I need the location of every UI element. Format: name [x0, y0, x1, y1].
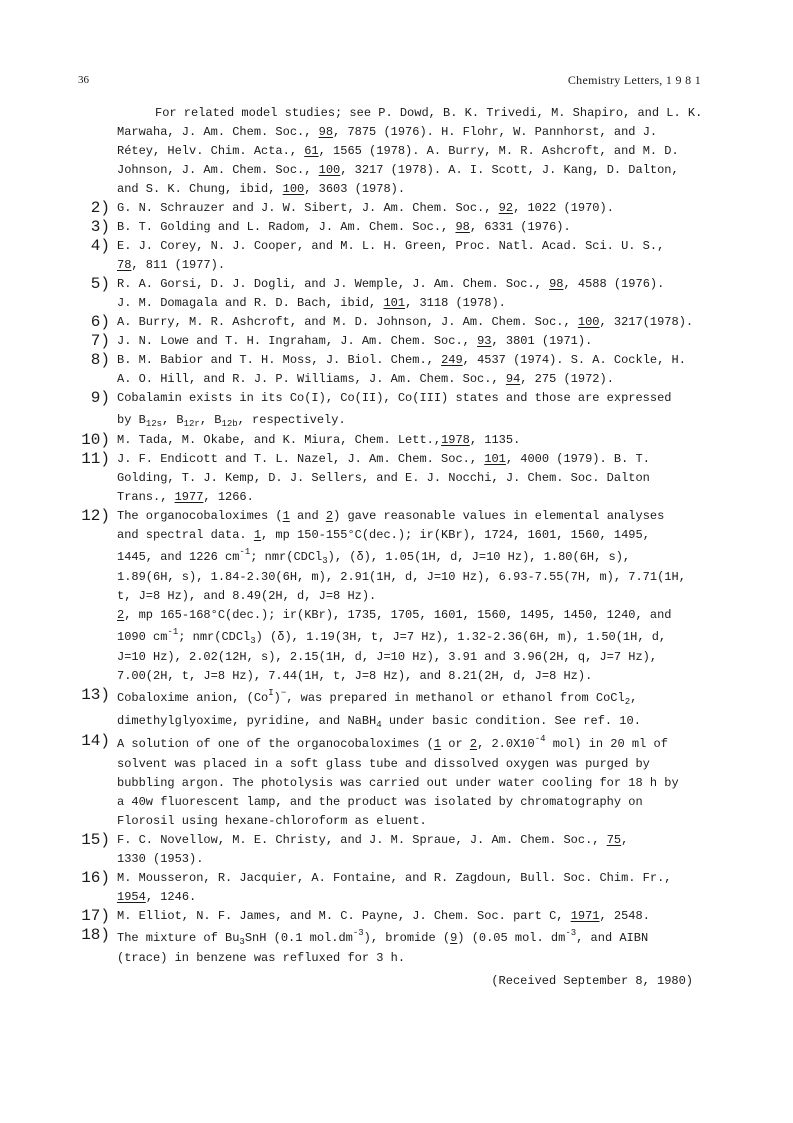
text-run: B. M. Babior and T. H. Moss, J. Biol. Chem., [117, 353, 442, 367]
reference-item [80, 199, 720, 218]
reference-line [117, 469, 720, 488]
reference-body [117, 431, 720, 450]
received-date: (Received September 8, 1980) [491, 974, 693, 988]
text-run: ), bromide ( [363, 931, 451, 945]
reference-item [80, 926, 720, 968]
subscript: 3 [239, 937, 245, 947]
reference-line [117, 831, 720, 850]
reference-number: 5) [90, 275, 110, 293]
journal-header: Chemistry Letters, 1 9 8 1 [567, 73, 701, 87]
reference-line [117, 507, 720, 526]
reference-line [117, 256, 720, 275]
reference-line [117, 545, 720, 568]
subscript: 3 [322, 556, 328, 566]
text-run: G. N. Schrauzer and J. W. Sibert, J. Am. Chem. Soc., [117, 201, 499, 215]
superscript: I [268, 688, 274, 698]
reference-line [117, 389, 720, 408]
text-run: solvent was placed in a soft glass tube and dissolved oxygen was purged by [117, 757, 650, 771]
text-run: J. F. Endicott and T. L. Nazel, J. Am. Chem. Soc., [117, 452, 485, 466]
text-run: , was prepared in methanol or ethanol from CoCl [286, 691, 625, 705]
volume-number: 1 [282, 509, 290, 523]
volume-number: 101 [484, 452, 506, 466]
text-run: ), (δ), 1.05(1H, d, J=10 Hz), 1.80(6H, s), [327, 550, 631, 564]
reference-number: 14) [81, 732, 110, 750]
text-run: 1.89(6H, s), 1.84-2.30(6H, m), 2.91(1H, d, J=10 Hz), 6.93-7.55(7H, m), 7.71(1H, [117, 570, 686, 584]
text-run: by B [117, 413, 146, 427]
text-run: and spectral data. [117, 528, 254, 542]
volume-number: 249 [441, 353, 463, 367]
text-run: Cobalamin exists in its Co(I), Co(II), Co(III) states and those are expressed [117, 391, 672, 405]
subscript: 12s [145, 419, 163, 429]
volume-number: 100 [577, 315, 600, 329]
reference-line [117, 142, 720, 161]
subscript: 12r [183, 419, 200, 429]
reference-body [117, 507, 720, 686]
subscript: 12b [221, 419, 238, 429]
volume-number: 1 [253, 528, 262, 542]
reference-line [117, 606, 720, 625]
text-run: , 6331 (1976). [469, 220, 571, 234]
reference-line [117, 625, 720, 648]
text-run: Johnson, J. Am. Chem. Soc., [117, 163, 319, 177]
text-run: , 1565 (1978). A. Burry, M. R. Ashcroft, and M. D. [318, 144, 679, 158]
reference-body [117, 389, 720, 431]
text-run: , 275 (1972). [520, 372, 614, 386]
reference-body [117, 332, 720, 351]
volume-number: 2 [117, 608, 125, 622]
reference-item [80, 389, 720, 431]
reference-line [117, 648, 720, 667]
text-run: , B [162, 413, 184, 427]
reference-number: 8) [90, 351, 110, 369]
reference-line [117, 686, 720, 709]
reference-body [117, 104, 720, 199]
text-run: Rétey, Helv. Chim. Acta., [117, 144, 305, 158]
text-run: The mixture of Bu [117, 931, 240, 945]
reference-number: 10) [81, 431, 110, 449]
volume-number: 1954 [117, 890, 146, 904]
volume-number: 94 [505, 372, 521, 386]
reference-body [117, 237, 720, 275]
reference-body [117, 199, 720, 218]
text-run: ) (δ), 1.19(3H, t, J=7 Hz), 1.32-2.36(6H, m), 1.50(1H, d, [255, 630, 667, 644]
text-run: B. T. Golding and L. Radom, J. Am. Chem. Soc., [117, 220, 456, 234]
reference-item [80, 869, 720, 907]
text-run: R. A. Gorsi, D. J. Dogli, and J. Wemple, J. Am. Chem. Soc., [117, 277, 550, 291]
superscript: -4 [534, 734, 546, 744]
reference-line [117, 793, 720, 812]
reference-item [80, 351, 720, 389]
text-run: , 3217(1978). [599, 315, 694, 329]
superscript: -3 [352, 928, 364, 938]
volume-number: 1978 [441, 433, 470, 447]
text-run: A. Burry, M. R. Ashcroft, and M. D. Johnson, J. Am. Chem. Soc., [117, 315, 578, 329]
text-run: Golding, T. J. Kemp, D. J. Sellers, and E. J. Nocchi, J. Chem. Soc. Dalton [117, 471, 650, 485]
reference-item [80, 237, 720, 275]
reference-body [117, 907, 720, 926]
reference-line [117, 313, 720, 332]
volume-number: 98 [455, 220, 470, 234]
volume-number: 61 [304, 144, 319, 158]
text-run: , 2.0X10 [477, 737, 535, 751]
reference-line [117, 332, 720, 351]
reference-line [117, 294, 720, 313]
reference-item [80, 104, 720, 199]
text-run: ; nmr(CDCl [250, 550, 323, 564]
text-run: A. O. Hill, and R. J. P. Williams, J. Am. Chem. Soc., [117, 372, 506, 386]
reference-line [117, 275, 720, 294]
reference-item [80, 907, 720, 926]
text-run: , 811 (1977). [131, 258, 226, 272]
reference-line [117, 888, 720, 907]
reference-line [117, 218, 720, 237]
text-run: mol) in 20 ml of [545, 737, 668, 751]
volume-number: 101 [383, 296, 406, 310]
reference-line [117, 949, 720, 968]
superscript: -1 [167, 627, 179, 637]
reference-number: 17) [81, 907, 110, 925]
reference-line [117, 450, 720, 469]
reference-line [117, 431, 720, 450]
text-run: , 3801 (1971). [491, 334, 593, 348]
page-number: 36 [78, 74, 89, 86]
reference-line [117, 526, 720, 545]
text-run: , 2548. [599, 909, 650, 923]
text-run: For related model studies; see P. Dowd, B. K. Trivedi, M. Shapiro, and L. K. [155, 106, 703, 120]
text-run: ) (0.05 mol. dm [457, 931, 566, 945]
volume-number: 2 [325, 509, 334, 523]
reference-line [117, 123, 720, 142]
reference-line [117, 774, 720, 793]
text-run: The organocobaloximes ( [117, 509, 283, 523]
superscript: -3 [565, 928, 577, 938]
text-run: , 1022 (1970). [513, 201, 614, 215]
reference-number: 2) [90, 199, 110, 217]
reference-body [117, 732, 720, 831]
text-run: J. M. Domagala and R. D. Bach, ibid, [117, 296, 384, 310]
text-run: M. Mousseron, R. Jacquier, A. Fontaine, and R. Zagdoun, Bull. Soc. Chim. Fr., [117, 871, 672, 885]
text-run: dimethylglyoxime, pyridine, and NaBH [117, 714, 377, 728]
reference-line [117, 709, 720, 732]
text-run: a 40w fluorescent lamp, and the product was isolated by chromatography on [117, 795, 643, 809]
text-run: , mp 150-155°C(dec.); ir(KBr), 1724, 1601, 1560, 1495, [261, 528, 650, 542]
text-run: A solution of one of the organocobaloximes ( [117, 737, 434, 751]
volume-number: 78 [117, 258, 132, 272]
reference-line [117, 199, 720, 218]
reference-line [117, 351, 720, 370]
text-run: F. C. Novellow, M. E. Christy, and J. M. Spraue, J. Am. Chem. Soc., [117, 833, 607, 847]
text-run: E. J. Corey, N. J. Cooper, and M. L. H. Green, Proc. Natl. Acad. Sci. U. S., [117, 239, 665, 253]
text-run: , [621, 833, 629, 847]
text-run: 1330 (1953). [117, 852, 204, 866]
superscript: − [280, 688, 287, 698]
text-run: , mp 165-168°C(dec.); ir(KBr), 1735, 1705, 1601, 1560, 1495, 1450, 1240, and [124, 608, 672, 622]
reference-item [80, 332, 720, 351]
text-run: Florosil using hexane-chloroform as eluent. [117, 814, 427, 828]
reference-item [80, 275, 720, 313]
reference-item [80, 431, 720, 450]
volume-number: 9 [450, 931, 458, 945]
text-run: , 7875 (1976). H. Flohr, W. Pannhorst, and J. [333, 125, 658, 139]
reference-body [117, 275, 720, 313]
reference-line [117, 237, 720, 256]
reference-item [80, 686, 720, 732]
text-run: J. N. Lowe and T. H. Ingraham, J. Am. Chem. Soc., [117, 334, 478, 348]
reference-item [80, 313, 720, 332]
reference-line [117, 180, 720, 199]
reference-line [117, 408, 720, 431]
text-run: 1445, and 1226 cm [117, 550, 240, 564]
reference-line [117, 104, 720, 123]
text-run: under basic condition. See ref. 10. [381, 714, 641, 728]
subscript: 2 [624, 697, 631, 707]
text-run: , 3603 (1978). [304, 182, 406, 196]
reference-number: 4) [90, 237, 110, 255]
text-run: , 3118 (1978). [405, 296, 506, 310]
reference-line [117, 926, 720, 949]
text-run: , and AIBN [576, 931, 649, 945]
text-run: (trace) in benzene was refluxed for 3 h. [117, 951, 406, 965]
text-run: bubbling argon. The photolysis was carried out under water cooling for 18 h by [117, 776, 679, 790]
reference-number: 6) [90, 313, 110, 331]
text-run: 7.00(2H, t, J=8 Hz), 7.44(1H, t, J=8 Hz), and 8.21(2H, d, J=8 Hz). [117, 669, 593, 683]
text-run: , 3217 (1978). A. I. Scott, J. Kang, D. Dalton, [340, 163, 679, 177]
reference-body [117, 831, 720, 869]
text-run: and S. K. Chung, ibid, [117, 182, 283, 196]
reference-number: 16) [81, 869, 110, 887]
reference-number: 3) [90, 218, 110, 236]
volume-number: 100 [282, 182, 305, 196]
reference-item [80, 507, 720, 686]
reference-line [117, 587, 720, 606]
reference-line [117, 488, 720, 507]
reference-line [117, 568, 720, 587]
reference-number: 13) [81, 686, 110, 704]
reference-number: 15) [81, 831, 110, 849]
volume-number: 1971 [570, 909, 600, 923]
text-run: Marwaha, J. Am. Chem. Soc., [117, 125, 319, 139]
text-run: Cobaloxime anion, (Co [117, 691, 269, 705]
reference-list [80, 104, 720, 968]
text-run: , [630, 691, 638, 705]
volume-number: 98 [318, 125, 334, 139]
text-run: , 1266. [203, 490, 254, 504]
reference-item [80, 831, 720, 869]
volume-number: 98 [549, 277, 564, 291]
reference-line [117, 850, 720, 869]
text-run: , B [199, 413, 222, 427]
reference-body [117, 686, 720, 732]
reference-body [117, 926, 720, 968]
reference-line [117, 161, 720, 180]
volume-number: 1977 [174, 490, 204, 504]
text-run: , respectively. [237, 413, 346, 427]
text-run: ) [273, 691, 281, 705]
reference-item [80, 218, 720, 237]
text-run: J=10 Hz), 2.02(12H, s), 2.15(1H, d, J=10 Hz), 3.91 and 3.96(2H, q, J=7 Hz), [117, 650, 658, 664]
reference-body [117, 450, 720, 507]
volume-number: 75 [606, 833, 622, 847]
volume-number: 1 [433, 737, 442, 751]
reference-body [117, 218, 720, 237]
reference-number [80, 104, 117, 199]
text-run: , 4588 (1976). [563, 277, 665, 291]
reference-body [117, 313, 720, 332]
reference-item [80, 450, 720, 507]
text-run: t, J=8 Hz), and 8.49(2H, d, J=8 Hz). [117, 589, 377, 603]
reference-body [117, 869, 720, 907]
reference-line [117, 907, 720, 926]
text-run: SnH (0.1 mol.dm [244, 931, 353, 945]
reference-number: 9) [90, 389, 110, 407]
reference-body [117, 351, 720, 389]
text-run: M. Tada, M. Okabe, and K. Miura, Chem. Lett., [117, 433, 442, 447]
text-run: ; nmr(CDCl [178, 630, 251, 644]
reference-line [117, 370, 720, 389]
text-run: , 1246. [145, 890, 197, 904]
reference-line [117, 667, 720, 686]
text-run: , 1135. [469, 433, 521, 447]
volume-number: 93 [477, 334, 492, 348]
reference-number: 11) [81, 450, 110, 468]
reference-number: 12) [81, 507, 110, 525]
text-run: and [289, 509, 326, 523]
reference-line [117, 812, 720, 831]
volume-number: 92 [498, 201, 514, 215]
reference-item [80, 732, 720, 831]
text-run: 1090 cm [117, 630, 168, 644]
text-run: , 4000 (1979). B. T. [505, 452, 650, 466]
text-run: M. Elliot, N. F. James, and M. C. Payne, J. Chem. Soc. part C, [117, 909, 571, 923]
reference-number: 18) [81, 926, 110, 944]
subscript: 3 [250, 636, 256, 646]
text-run: ) gave reasonable values in elemental analyses [333, 509, 665, 523]
volume-number: 2 [469, 737, 478, 751]
volume-number: 100 [318, 163, 341, 177]
subscript: 4 [376, 720, 382, 730]
reference-line [117, 755, 720, 774]
text-run: Trans., [117, 490, 175, 504]
reference-line [117, 732, 720, 755]
superscript: -1 [239, 547, 251, 557]
reference-line [117, 869, 720, 888]
text-run: , 4537 (1974). S. A. Cockle, H. [462, 353, 686, 367]
text-run: or [441, 737, 470, 751]
reference-number: 7) [90, 332, 110, 350]
